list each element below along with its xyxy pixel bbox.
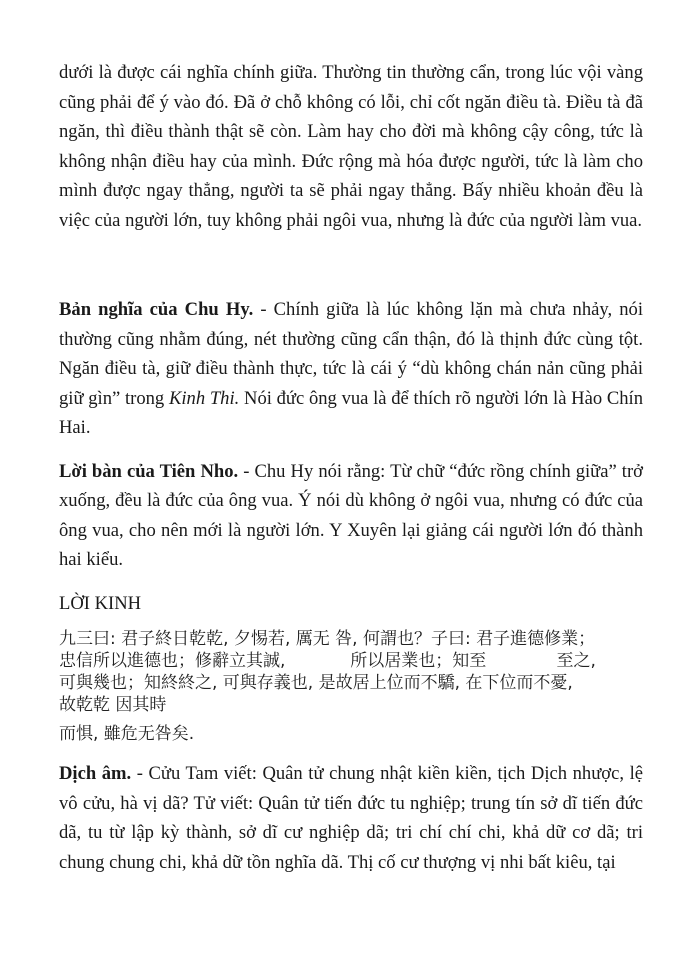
spacer [59, 235, 643, 295]
spacer [59, 443, 643, 457]
cjk-line: 忠信所以進德也；修辭立其誠, 所以居業也；知至 至之, [59, 651, 596, 671]
spacer [59, 575, 643, 589]
tien-nho-text: - Chu Hy nói rằng: Từ chữ “đức rồng chính giữa” trở xuống, đều là đức của ông vua. Ý nói dù không ở ngôi vua, nhưng có đức của ông vua, cho nên mới là người lớn. Y Xuyên lại giảng cái người lớn đó thành hai kiểu. [59, 460, 643, 570]
chu-hy-text-1: - Chính giữa là lúc không lặn mà chưa nhảy, nói thường cũng nhằm đúng, nét thường cũng cẩn thận, đó là thịnh đức cùng tột. Ngăn điều tà, giữ điều thành thực, tức là cái ý “dù không chán nản cũng phải giữ gìn” trong [59, 299, 643, 409]
paragraph-commentary: dưới là được cái nghĩa chính giữa. Thường tin thường cẩn, trong lúc vội vàng cũng phải để ý vào đó. Đã ở chỗ không có lỗi, chỉ cốt ngăn điều tà. Điều tà đã ngăn, thì điều thành thật sẽ còn. Làm hay cho đời mà không cậy công, tức là không nhận điều hay của mình. Đức rộng mà hóa được người, tức là làm cho mình được ngay thẳng, người ta sẽ phải ngay thẳng. Bấy nhiều khoản đều là việc của người lớn, tuy không phải ngôi vua, nhưng là đức của người làm vua. [59, 62, 643, 231]
loi-kinh-heading: LỜI KINH [59, 592, 142, 614]
paragraph-dich-am [59, 759, 643, 877]
cjk-line: 可與幾也；知終終之, 可與存義也, 是故居上位而不驕, 在下位而不憂, [59, 673, 573, 693]
classical-chinese-text [59, 628, 643, 716]
kinh-thi-title: Kinh Thi. [168, 387, 240, 409]
chu-hy-text-2: Nói đức ông vua là để thích rõ người lớn là Hào Chín Hai. [59, 387, 644, 438]
spacer [59, 618, 643, 628]
cjk-line: 故乾乾 因其時 [59, 695, 167, 715]
document-page [59, 58, 643, 877]
tien-nho-label: Lời bàn của Tiên Nho. [59, 460, 239, 482]
dich-am-text: - Cửu Tam viết: Quân tử chung nhật kiền kiền, tịch Dịch nhược, lệ vô cửu, hà vị dã? Tử viết: Quân tử tiến đức tu nghiệp; trung tín sở dĩ tiến đức dã, tu từ lập kỳ thành, sở dĩ cư nghiệp dã; tri chí chí chi, khả dữ cơ dã; tri chung chung chi, khả dữ tồn nghĩa dã. Thị cố cư thượng vị nhi bất kiêu, tại [59, 763, 643, 873]
cjk-line: 而惧, 雖危无咎矣. [59, 724, 195, 744]
paragraph-chu-hy [59, 295, 643, 443]
cjk-line: 九三曰: 君子終日乾乾, 夕惕若, 厲无 咎, 何謂也？子曰: 君子進德修業； [59, 629, 596, 649]
dich-am-label: Dịch âm. [59, 763, 132, 784]
paragraph-tien-nho [59, 457, 643, 575]
chu-hy-label: Bản nghĩa của Chu Hy. [59, 299, 254, 320]
spacer [59, 745, 643, 759]
